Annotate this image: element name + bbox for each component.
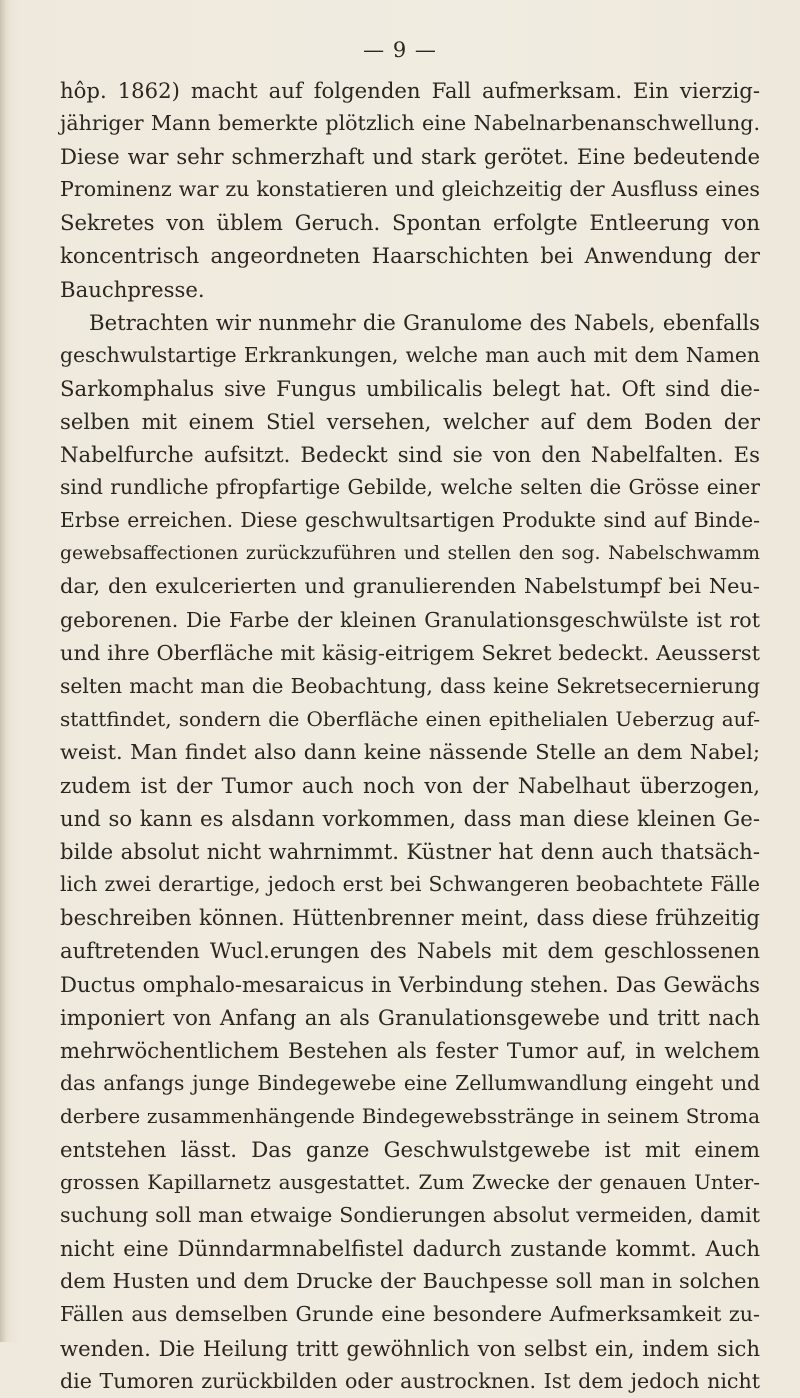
text-line: weist. Man findet also dann keine nässende Stelle an dem Nabel; xyxy=(60,739,760,764)
text-line: grossen Kapillarnetz ausgestattet. Zum Zwecke der genauen Unter- xyxy=(60,1170,760,1195)
text-line: dar, den exulcerierten und granulierenden Nabelstumpf bei Neu- xyxy=(60,574,760,599)
text-line: suchung soll man etwaige Sondierungen absolut vermeiden, damit xyxy=(60,1203,760,1228)
text-line: geborenen. Die Farbe der kleinen Granulationsgeschwülste ist rot xyxy=(60,607,760,632)
body-text xyxy=(60,74,760,1398)
text-line: geschwulstartige Erkrankungen, welche man auch mit dem Namen xyxy=(60,342,760,367)
text-line: zudem ist der Tumor auch noch von der Nabelhaut überzogen, xyxy=(60,772,760,798)
text-line: nicht eine Dünndarmnabelfistel dadurch zustande kommt. Auch xyxy=(60,1236,760,1262)
text-line: beschreiben können. Hüttenbrenner meint, dass diese frühzeitig xyxy=(60,905,760,931)
text-line: und so kann es alsdann vorkommen, dass man diese kleinen Ge- xyxy=(60,806,760,832)
text-line: derbere zusammenhängende Bindegewebsstränge in seinem Stroma xyxy=(60,1103,760,1128)
text-line: Erbse erreichen. Diese geschwultsartigen Produkte sind auf Binde- xyxy=(60,508,760,533)
text-line: entstehen lässt. Das ganze Geschwulstgewebe ist mit einem xyxy=(60,1137,760,1162)
text-line: stattfindet, sondern die Oberfläche einen epithelialen Ueberzug auf- xyxy=(60,706,760,731)
text-line: Betrachten wir nunmehr die Granulome des Nabels, ebenfalls xyxy=(89,309,760,335)
text-line: Fällen aus demselben Grunde eine besondere Aufmerksamkeit zu- xyxy=(60,1302,760,1327)
text-line: koncentrisch angeordneten Haarschichten bei Anwendung der xyxy=(60,243,760,269)
text-line: und ihre Oberfläche mit käsig-eitrigem Sekret bedeckt. Aeusserst xyxy=(60,640,760,665)
text-line: auftretenden Wucl.erungen des Nabels mit dem geschlossenen xyxy=(60,938,760,964)
page-number: — 9 — xyxy=(363,38,437,62)
text-line: imponiert von Anfang an als Granulationsgewebe und tritt nach xyxy=(60,1004,760,1030)
text-line: Prominenz war zu konstatieren und gleichzeitig der Ausfluss eines xyxy=(60,177,760,202)
text-line: selten macht man die Beobachtung, dass keine Sekretsecernierung xyxy=(60,673,760,698)
text-line: das anfangs junge Bindegewebe eine Zellumwandlung eingeht und xyxy=(60,1070,760,1095)
text-line: mehrwöchentlichem Bestehen als fester Tumor auf, in welchem xyxy=(60,1037,760,1063)
text-line: jähriger Mann bemerkte plötzlich eine Nabelnarbenanschwellung. xyxy=(60,111,760,136)
text-line: wenden. Die Heilung tritt gewöhnlich von selbst ein, indem sich xyxy=(60,1335,760,1361)
text-line: Ductus omphalo-mesaraicus in Verbindung stehen. Das Gewächs xyxy=(60,971,760,997)
text-line: lich zwei derartige, jedoch erst bei Schwangeren beobachtete Fälle xyxy=(60,872,760,897)
text-line: selben mit einem Stiel versehen, welcher auf dem Boden der xyxy=(60,408,760,434)
text-line: Nabelfurche aufsitzt. Bedeckt sind sie von den Nabelfalten. Es xyxy=(60,442,760,468)
text-line: gewebsaffectionen zurückzuführen und stellen den sog. Nabelschwamm xyxy=(60,543,760,565)
page-binding-edge xyxy=(0,0,6,1342)
text-line: Sarkomphalus sive Fungus umbilicalis belegt hat. Oft sind die- xyxy=(60,375,760,401)
text-line: Diese war sehr schmerzhaft und stark gerötet. Eine bedeutende xyxy=(60,144,760,170)
text-line: Bauchpresse. xyxy=(60,276,205,302)
text-line: Sekretes von üblem Geruch. Spontan erfolgte Entleerung von xyxy=(60,210,760,236)
text-line: sind rundliche pfropfartige Gebilde, welche selten die Grösse einer xyxy=(60,475,760,500)
text-line: hôp. 1862) macht auf folgenden Fall aufmerksam. Ein vierzig- xyxy=(60,78,760,103)
text-line: die Tumoren zurückbilden oder austrocknen. Ist dem jedoch nicht xyxy=(60,1368,760,1393)
text-line: bilde absolut nicht wahrnimmt. Küstner hat denn auch thatsäch- xyxy=(60,839,760,865)
text-line: dem Husten und dem Drucke der Bauchpesse soll man in solchen xyxy=(60,1269,760,1294)
